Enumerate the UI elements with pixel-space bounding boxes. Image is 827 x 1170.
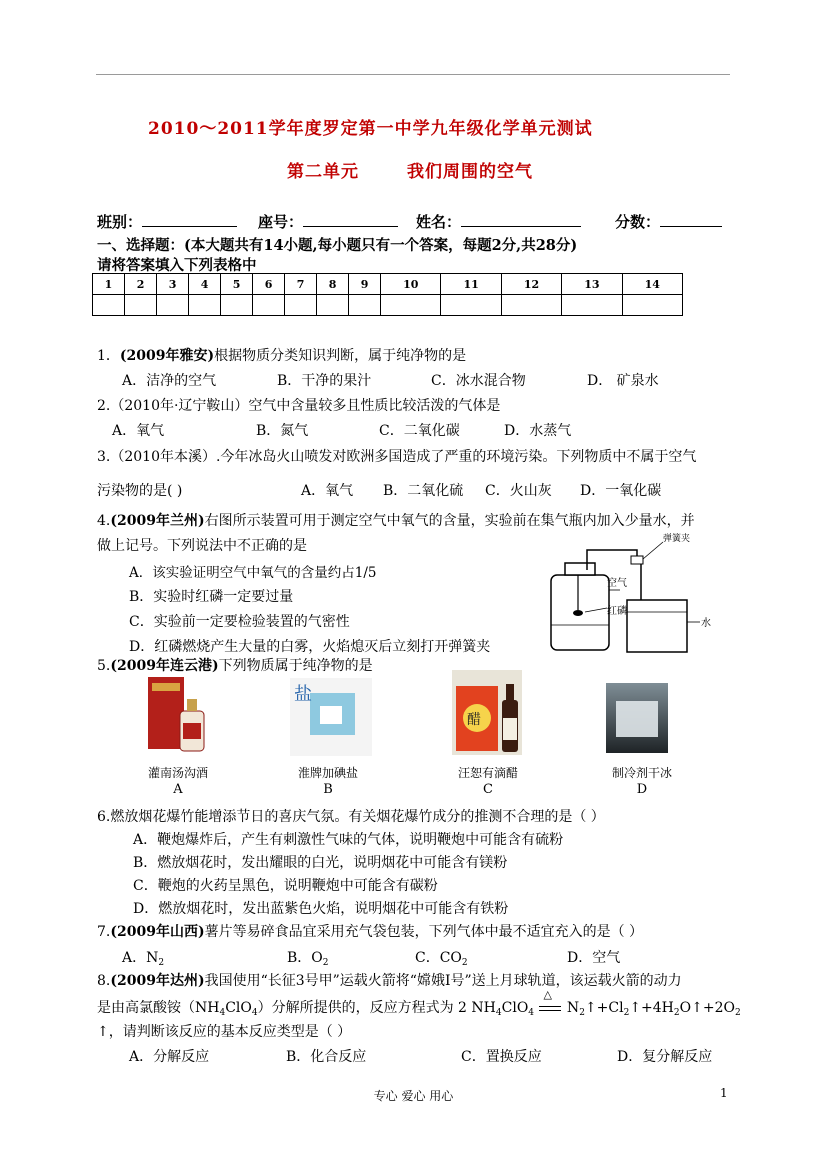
dry-ice-block: [616, 701, 658, 737]
q4-option-c[interactable]: C．实验前一定要检验装置的气密性: [129, 614, 350, 630]
vinegar-box-title: 醋: [467, 712, 481, 728]
class-label: 班别：: [97, 213, 143, 231]
q8-sub-3: 4: [495, 1008, 502, 1018]
answer-table-answer-cell[interactable]: [253, 295, 285, 316]
answer-table-header-cell: 5: [221, 274, 253, 295]
q5-option-letter[interactable]: C: [483, 782, 493, 797]
score-label: 分数：: [615, 213, 661, 231]
q8-l2-f: ↑+Cl: [584, 1000, 624, 1016]
answer-table-header-cell: 1: [93, 274, 125, 295]
name-label: 姓名：: [416, 213, 462, 231]
seat-label: 座号：: [258, 213, 304, 231]
spring-clip: [631, 556, 643, 564]
answer-table-answer-row: [93, 295, 683, 316]
q4-number: 4.: [97, 513, 111, 529]
q1-stem: [97, 345, 466, 365]
answer-table-header-cell: 7: [285, 274, 317, 295]
q7-option-c-text: C．CO: [415, 950, 462, 966]
header-rule: [96, 74, 730, 75]
q8-l2-e: N: [562, 1000, 580, 1016]
answer-table-answer-cell[interactable]: [93, 295, 125, 316]
answer-table-header-cell: 9: [349, 274, 381, 295]
phosphorus-spoon-head: [573, 610, 583, 616]
q7-option-d[interactable]: D．空气: [567, 950, 621, 966]
label-water: 水: [701, 618, 711, 629]
q5-option-letter[interactable]: D: [636, 782, 648, 797]
answer-table-header-cell: 14: [622, 274, 682, 295]
score-blank[interactable]: [660, 212, 722, 227]
seat-field: [258, 211, 398, 232]
q8-l2-g: ↑+4H: [629, 1000, 674, 1016]
q8-l2-a: 是由高氯酸铵（NH: [97, 1000, 220, 1016]
label-air: 空气: [607, 578, 627, 589]
q4-stem-line2: 做上记号。下列说法中不正确的是: [97, 538, 307, 554]
q7-option-b[interactable]: [287, 947, 329, 968]
answer-table-header-cell: 2: [125, 274, 157, 295]
q8-source: (2009年达州): [110, 973, 205, 989]
section1-heading: 一、选择题：(本大题共有14小题,每小题只有一个答案，每题2分,共28分): [97, 237, 578, 254]
answer-table-number-row: [93, 274, 683, 295]
q4-option-d[interactable]: D．红磷燃烧产生大量的白雾，火焰熄灭后立刻打开弹簧夹: [129, 639, 491, 655]
answer-table-answer-cell[interactable]: [285, 295, 317, 316]
q8-sub-7: 2: [673, 1008, 680, 1018]
answer-table-answer-cell[interactable]: [501, 295, 561, 316]
q8-text: 我国使用“长征3号甲”运载火箭将“嫦娥Ⅰ号”送上月球轨道，该运载火箭的动力: [204, 973, 682, 989]
q5-option-caption: 制冷剂干冰: [611, 766, 672, 780]
answer-table-header-cell: 10: [381, 274, 441, 295]
answer-table-answer-cell[interactable]: [622, 295, 682, 316]
q4-option-a[interactable]: A．该实验证明空气中氧气的含量约占1/5: [129, 565, 377, 581]
q5-option-letter[interactable]: B: [323, 782, 333, 797]
q8-option-b[interactable]: B．化合反应: [286, 1049, 367, 1065]
class-blank[interactable]: [142, 212, 237, 227]
q3-stem-line1: 3.（2010年本溪）.今年冰岛火山喷发对欧洲多国造成了严重的环境污染。下列物质中不属于空气: [97, 449, 697, 465]
q6-stem: 6.燃放烟花爆竹能增添节日的喜庆气氛。有关烟花爆竹成分的推测不合理的是（ ）: [97, 809, 605, 825]
liquor-box-label: [152, 683, 180, 691]
bottle-stopper: [565, 563, 595, 575]
q8-sub-5: 2: [579, 1008, 585, 1018]
answer-table-header-cell: 8: [317, 274, 349, 295]
vinegar-bottle-neck: [506, 684, 514, 700]
answer-table-answer-cell[interactable]: [317, 295, 349, 316]
q7-text: 薯片等易碎食品宜采用充气袋包装，下列气体中最不适宜充入的是（ ）: [204, 924, 644, 940]
q8-number: 8.: [97, 973, 111, 989]
label-spring-clip: 弹簧夹: [663, 533, 691, 543]
q4-source: (2009年兰州): [110, 513, 205, 529]
q5-option-caption: 淮牌加碘盐: [297, 766, 358, 780]
answer-table-answer-cell[interactable]: [441, 295, 501, 316]
answer-table-answer-cell[interactable]: [562, 295, 622, 316]
q5-number: 5.: [97, 658, 111, 674]
q2-option-c[interactable]: C．二氧化碳: [379, 423, 460, 439]
q8-l2-c: ）分解所提供的，反应方程式为 2 NH: [257, 1000, 496, 1016]
q3-option-a[interactable]: A．氧气: [301, 483, 354, 499]
q7-option-a-sub: 2: [158, 958, 165, 968]
answer-table-header-cell: 11: [441, 274, 501, 295]
unit-label: 第二单元: [287, 162, 359, 182]
q4-text: 右图所示装置可用于测定空气中氧气的含量，实验前在集气瓶内加入少量水，并: [204, 513, 695, 529]
answer-table-answer-cell[interactable]: [189, 295, 221, 316]
dry-ice-image: [606, 683, 668, 753]
clip-pointer: [643, 542, 663, 559]
seat-blank[interactable]: [303, 212, 398, 227]
q5-source: (2009年连云港): [110, 658, 219, 674]
q5-option-caption: 灌南汤沟酒: [147, 766, 208, 780]
q8-stem-line3: ↑，请判断该反应的基本反应类型是（ ）: [97, 1024, 352, 1040]
name-field: [416, 211, 581, 232]
page-number: 1: [720, 1086, 728, 1100]
answer-table-header-cell: 4: [189, 274, 221, 295]
answer-table-header-cell: 13: [562, 274, 622, 295]
answer-table-answer-cell[interactable]: [157, 295, 189, 316]
salt-image: [290, 678, 372, 756]
q8-sub-1: 4: [219, 1008, 226, 1018]
q1-number: 1．: [97, 348, 120, 364]
name-blank[interactable]: [461, 212, 581, 227]
q6-option-b[interactable]: B．燃放烟花时，发出耀眼的白光，说明烟花中可能含有镁粉: [133, 855, 508, 871]
answer-table-header-cell: 12: [501, 274, 561, 295]
q5-option-caption: 汪恕有滴醋: [457, 766, 518, 780]
q1-text: 根据物质分类知识判断，属于纯净物的是: [214, 348, 467, 364]
section1-instruction: 请将答案填入下列表格中: [97, 257, 257, 274]
q1-source: (2009年雅安): [119, 348, 215, 364]
liquor-bottle-label: [183, 723, 201, 739]
label-red-phosphorus: 红磷: [607, 606, 627, 617]
answer-table-answer-cell[interactable]: [221, 295, 253, 316]
q5-option-letter[interactable]: A: [173, 782, 183, 797]
q5-stem: [97, 655, 373, 675]
q3-option-c[interactable]: C．火山灰: [485, 483, 552, 499]
answer-table-answer-cell[interactable]: [381, 295, 441, 316]
unit-topic: 我们周围的空气: [407, 162, 533, 182]
liquor-image: [148, 677, 208, 753]
q1-option-c[interactable]: C．冰水混合物: [431, 373, 526, 389]
q4-option-b[interactable]: B．实验时红磷一定要过量: [129, 589, 294, 605]
q3-stem-line2: 污染物的是( ): [97, 483, 183, 499]
answer-table-header-cell: 3: [157, 274, 189, 295]
q7-option-c-sub: 2: [461, 958, 468, 968]
reaction-condition: [538, 988, 562, 1016]
footer-motto: 专心 爱心 用心: [373, 1089, 454, 1103]
q6-option-d[interactable]: D．燃放烟花时，发出蓝紫色火焰，说明烟花中可能含有铁粉: [133, 901, 509, 917]
answer-table-answer-cell[interactable]: [125, 295, 157, 316]
q2-option-d[interactable]: D．水蒸气: [504, 423, 572, 439]
liquor-bottle-cap: [187, 699, 197, 711]
q8-sub-6: 2: [623, 1008, 630, 1018]
q1-option-b[interactable]: B．干净的果汁: [277, 373, 372, 389]
q8-l2-d: ClO: [501, 1000, 529, 1016]
q8-sub-8: 2: [734, 1008, 741, 1018]
page-title: 2010～2011学年度罗定第一中学九年级化学单元测试: [148, 119, 593, 139]
q8-stem-line1: [97, 970, 682, 990]
q7-option-c[interactable]: [415, 947, 468, 968]
q7-option-b-sub: 2: [322, 958, 329, 968]
vinegar-image: [452, 670, 522, 755]
q8-sub-4: 4: [528, 1008, 535, 1018]
q1-option-a[interactable]: A．洁净的空气: [122, 373, 217, 389]
salt-bag-title: 盐: [294, 684, 312, 705]
score-field: [615, 211, 722, 232]
q7-stem: [97, 921, 643, 941]
q7-option-a[interactable]: [122, 947, 164, 968]
q2-stem: 2.（2010年·辽宁鞍山）空气中含量较多且性质比较活泼的气体是: [97, 398, 501, 414]
class-field: [97, 211, 237, 232]
q6-option-a[interactable]: A．鞭炮爆炸后，产生有刺激性气味的气体，说明鞭炮中可能含有硫粉: [133, 832, 564, 848]
q2-option-b[interactable]: B．氮气: [256, 423, 309, 439]
q8-stem-line2: [97, 988, 741, 1018]
q8-option-d[interactable]: D．复分解反应: [617, 1049, 713, 1065]
q8-l2-h: O↑+2O: [679, 1000, 735, 1016]
beaker: [627, 600, 687, 652]
q3-option-b[interactable]: B．二氧化硫: [383, 483, 464, 499]
q2-option-a[interactable]: A．氧气: [112, 423, 165, 439]
q7-source: (2009年山西): [110, 924, 205, 940]
heat-symbol: △: [543, 988, 552, 1001]
answer-table: [92, 273, 683, 316]
salt-bag-window: [320, 706, 342, 724]
q8-l2-b: ClO: [225, 1000, 252, 1016]
q1-option-d[interactable]: D． 矿泉水: [587, 373, 659, 389]
q8-sub-2: 4: [251, 1008, 258, 1018]
equals-sign: [539, 1006, 561, 1011]
q8-option-c[interactable]: C．置换反应: [461, 1049, 542, 1065]
vinegar-bottle-label: [503, 718, 517, 740]
q4-apparatus-figure: [545, 530, 715, 655]
q6-option-c[interactable]: C．鞭炮的火药呈黑色，说明鞭炮中可能含有碳粉: [133, 878, 438, 894]
q4-stem-line1: [97, 510, 695, 530]
q3-option-d[interactable]: D．一氧化碳: [580, 483, 662, 499]
q8-option-a[interactable]: A．分解反应: [129, 1049, 210, 1065]
q7-number: 7.: [97, 924, 111, 940]
q7-option-a-text: A．N: [122, 950, 159, 966]
answer-table-header-cell: 6: [253, 274, 285, 295]
q7-option-b-text: B．O: [287, 950, 323, 966]
answer-table-answer-cell[interactable]: [349, 295, 381, 316]
q5-text: 下列物质属于纯净物的是: [218, 658, 373, 674]
